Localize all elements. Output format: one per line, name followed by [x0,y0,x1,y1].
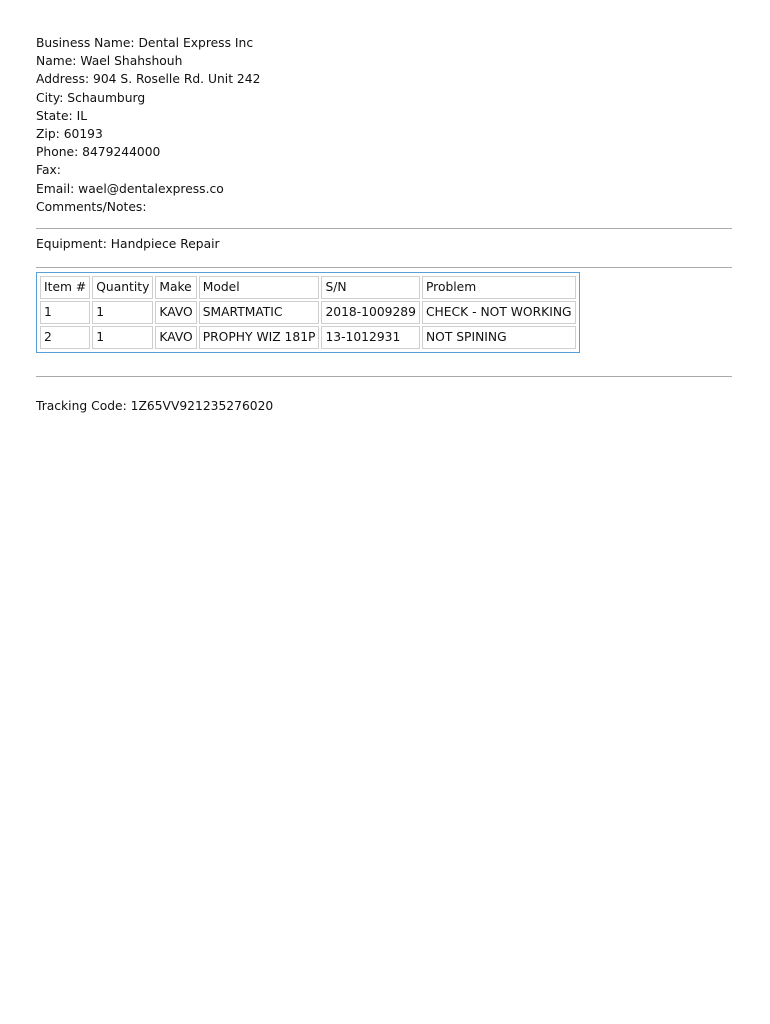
repair-form-document [36,34,732,415]
header-item-number: Item # [40,276,90,299]
table-row [40,301,576,324]
customer-info [36,34,732,216]
phone: Phone: 8479244000 [36,145,161,160]
email: Email: wael@dentalexpress.co [36,181,224,196]
cell-model: SMARTMATIC [199,301,320,324]
cell-item-number: 1 [40,301,90,324]
cell-quantity: 1 [92,301,153,324]
table-row [40,326,576,349]
contact-name: Name: Wael Shahshouh [36,54,183,69]
cell-problem: CHECK - NOT WORKING [422,301,576,324]
city: City: Schaumburg [36,90,146,105]
cell-quantity: 1 [92,326,153,349]
header-quantity: Quantity [92,276,153,299]
items-table [38,274,578,351]
state: State: IL [36,108,88,123]
address: Address: 904 S. Roselle Rd. Unit 242 [36,72,261,87]
divider [36,376,732,377]
cell-make: KAVO [155,326,196,349]
items-table-frame [36,272,580,353]
header-serial-number: S/N [321,276,420,299]
cell-item-number: 2 [40,326,90,349]
cell-serial-number: 2018-1009289 [321,301,420,324]
cell-problem: NOT SPINING [422,326,576,349]
header-make: Make [155,276,196,299]
divider [36,228,732,229]
header-model: Model [199,276,320,299]
cell-serial-number: 13-1012931 [321,326,420,349]
tracking-code: Tracking Code: 1Z65VV921235276020 [36,398,274,413]
header-problem: Problem [422,276,576,299]
divider [36,267,732,268]
cell-make: KAVO [155,301,196,324]
table-header-row [40,276,576,299]
business-name: Business Name: Dental Express Inc [36,36,254,50]
equipment-line: Equipment: Handpiece Repair [36,236,220,251]
cell-model: PROPHY WIZ 181P [199,326,320,349]
fax: Fax: [36,163,61,178]
comments-notes: Comments/Notes: [36,199,147,214]
zip: Zip: 60193 [36,126,103,141]
